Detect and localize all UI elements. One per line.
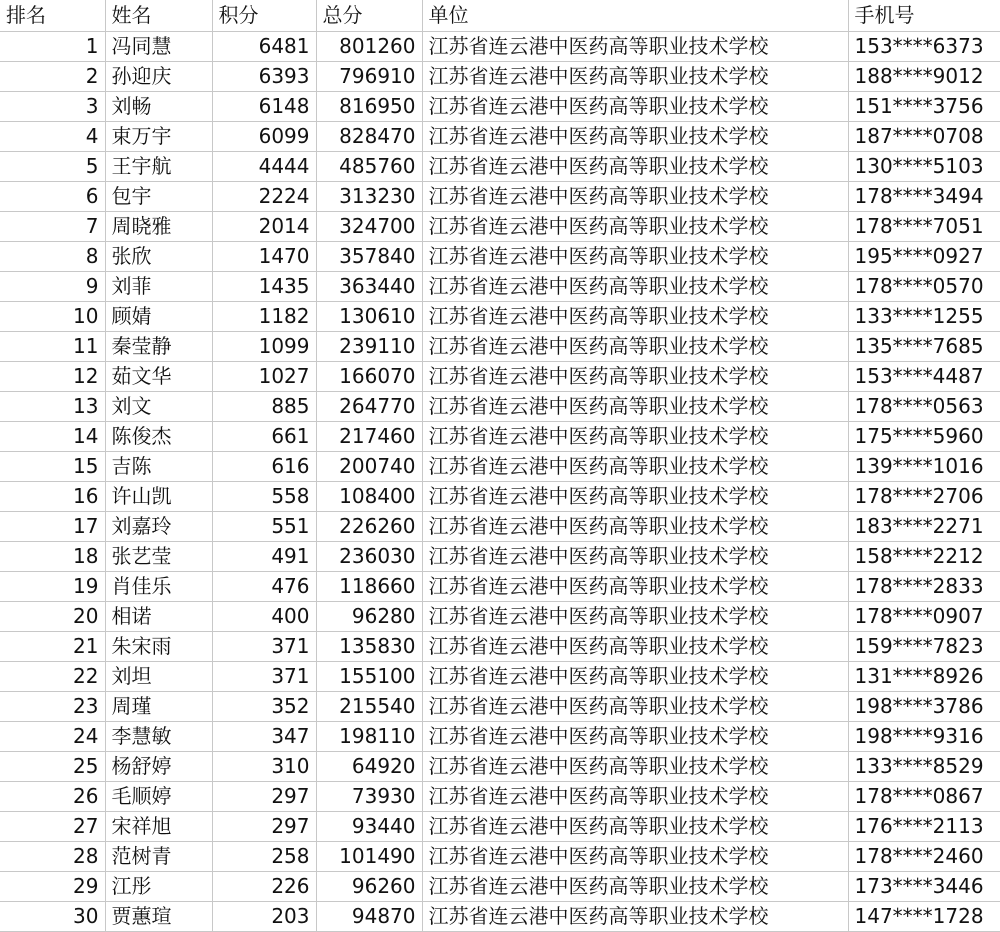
table-row (0, 782, 1000, 812)
cell-rank[interactable]: 12 (0, 362, 105, 392)
cell-phone[interactable]: 153****6373 (848, 32, 1000, 62)
cell-phone[interactable]: 175****5960 (848, 422, 1000, 452)
cell-name[interactable]: 宋祥旭 (105, 812, 212, 842)
cell-name[interactable]: 许山凯 (105, 482, 212, 512)
cell-phone[interactable]: 135****7685 (848, 332, 1000, 362)
table-row (0, 662, 1000, 692)
cell-rank[interactable]: 19 (0, 572, 105, 602)
cell-unit[interactable]: 江苏省连云港中医药高等职业技术学校 (422, 62, 848, 92)
cell-total[interactable]: 135830 (316, 632, 422, 662)
cell-name[interactable]: 秦莹静 (105, 332, 212, 362)
cell-unit[interactable]: 江苏省连云港中医药高等职业技术学校 (422, 602, 848, 632)
cell-unit[interactable]: 江苏省连云港中医药高等职业技术学校 (422, 872, 848, 902)
cell-total[interactable]: 801260 (316, 32, 422, 62)
cell-points[interactable]: 491 (212, 542, 316, 572)
header-rank[interactable]: 排名 (0, 0, 105, 32)
table-row (0, 272, 1000, 302)
cell-points[interactable]: 2224 (212, 182, 316, 212)
cell-rank[interactable]: 24 (0, 722, 105, 752)
header-row (0, 0, 1000, 32)
table-row (0, 332, 1000, 362)
cell-unit[interactable]: 江苏省连云港中医药高等职业技术学校 (422, 122, 848, 152)
cell-total[interactable]: 215540 (316, 692, 422, 722)
table-row (0, 692, 1000, 722)
cell-rank[interactable]: 11 (0, 332, 105, 362)
table-row (0, 122, 1000, 152)
cell-points[interactable]: 297 (212, 812, 316, 842)
cell-total[interactable]: 363440 (316, 272, 422, 302)
cell-total[interactable]: 96260 (316, 872, 422, 902)
cell-name[interactable]: 刘嘉玲 (105, 512, 212, 542)
cell-total[interactable]: 796910 (316, 62, 422, 92)
table-row (0, 752, 1000, 782)
cell-unit[interactable]: 江苏省连云港中医药高等职业技术学校 (422, 842, 848, 872)
cell-phone[interactable]: 195****0927 (848, 242, 1000, 272)
cell-name[interactable]: 贾蕙瑄 (105, 902, 212, 932)
cell-rank[interactable]: 2 (0, 62, 105, 92)
cell-unit[interactable]: 江苏省连云港中医药高等职业技术学校 (422, 482, 848, 512)
cell-unit[interactable]: 江苏省连云港中医药高等职业技术学校 (422, 332, 848, 362)
cell-rank[interactable]: 4 (0, 122, 105, 152)
cell-name[interactable]: 江彤 (105, 872, 212, 902)
table-row (0, 872, 1000, 902)
cell-phone[interactable]: 130****5103 (848, 152, 1000, 182)
cell-name[interactable]: 吉陈 (105, 452, 212, 482)
cell-points[interactable]: 347 (212, 722, 316, 752)
cell-phone[interactable]: 153****4487 (848, 362, 1000, 392)
cell-total[interactable]: 200740 (316, 452, 422, 482)
table-row (0, 32, 1000, 62)
cell-unit[interactable]: 江苏省连云港中医药高等职业技术学校 (422, 182, 848, 212)
cell-points[interactable]: 4444 (212, 152, 316, 182)
cell-phone[interactable]: 133****1255 (848, 302, 1000, 332)
cell-unit[interactable]: 江苏省连云港中医药高等职业技术学校 (422, 152, 848, 182)
cell-unit[interactable]: 江苏省连云港中医药高等职业技术学校 (422, 242, 848, 272)
cell-rank[interactable]: 18 (0, 542, 105, 572)
cell-points[interactable]: 352 (212, 692, 316, 722)
cell-name[interactable]: 王宇航 (105, 152, 212, 182)
cell-total[interactable]: 166070 (316, 362, 422, 392)
cell-unit[interactable]: 江苏省连云港中医药高等职业技术学校 (422, 662, 848, 692)
cell-name[interactable]: 刘菲 (105, 272, 212, 302)
cell-phone[interactable]: 176****2113 (848, 812, 1000, 842)
cell-total[interactable]: 155100 (316, 662, 422, 692)
cell-phone[interactable]: 147****1728 (848, 902, 1000, 932)
cell-phone[interactable]: 198****3786 (848, 692, 1000, 722)
table-row (0, 842, 1000, 872)
cell-points[interactable]: 310 (212, 752, 316, 782)
cell-unit[interactable]: 江苏省连云港中医药高等职业技术学校 (422, 722, 848, 752)
cell-total[interactable]: 198110 (316, 722, 422, 752)
cell-phone[interactable]: 178****0563 (848, 392, 1000, 422)
cell-total[interactable]: 264770 (316, 392, 422, 422)
cell-unit[interactable]: 江苏省连云港中医药高等职业技术学校 (422, 362, 848, 392)
table-row (0, 362, 1000, 392)
cell-name[interactable]: 陈俊杰 (105, 422, 212, 452)
cell-total[interactable]: 217460 (316, 422, 422, 452)
cell-unit[interactable]: 江苏省连云港中医药高等职业技术学校 (422, 272, 848, 302)
cell-total[interactable]: 118660 (316, 572, 422, 602)
cell-points[interactable]: 258 (212, 842, 316, 872)
cell-total[interactable]: 226260 (316, 512, 422, 542)
header-unit[interactable]: 单位 (422, 0, 848, 32)
cell-rank[interactable]: 29 (0, 872, 105, 902)
cell-rank[interactable]: 6 (0, 182, 105, 212)
cell-phone[interactable]: 187****0708 (848, 122, 1000, 152)
cell-phone[interactable]: 183****2271 (848, 512, 1000, 542)
cell-rank[interactable]: 17 (0, 512, 105, 542)
table-row (0, 92, 1000, 122)
cell-rank[interactable]: 20 (0, 602, 105, 632)
cell-phone[interactable]: 178****0907 (848, 602, 1000, 632)
table-row (0, 212, 1000, 242)
cell-name[interactable]: 李慧敏 (105, 722, 212, 752)
cell-points[interactable]: 558 (212, 482, 316, 512)
cell-total[interactable]: 485760 (316, 152, 422, 182)
cell-name[interactable]: 冯同慧 (105, 32, 212, 62)
cell-total[interactable]: 96280 (316, 602, 422, 632)
cell-points[interactable]: 1182 (212, 302, 316, 332)
cell-unit[interactable]: 江苏省连云港中医药高等职业技术学校 (422, 512, 848, 542)
cell-points[interactable]: 661 (212, 422, 316, 452)
cell-unit[interactable]: 江苏省连云港中医药高等职业技术学校 (422, 32, 848, 62)
cell-unit[interactable]: 江苏省连云港中医药高等职业技术学校 (422, 542, 848, 572)
cell-name[interactable]: 顾婧 (105, 302, 212, 332)
cell-total[interactable]: 357840 (316, 242, 422, 272)
cell-phone[interactable]: 131****8926 (848, 662, 1000, 692)
cell-rank[interactable]: 28 (0, 842, 105, 872)
cell-points[interactable]: 1099 (212, 332, 316, 362)
cell-unit[interactable]: 江苏省连云港中医药高等职业技术学校 (422, 422, 848, 452)
cell-points[interactable]: 297 (212, 782, 316, 812)
cell-unit[interactable]: 江苏省连云港中医药高等职业技术学校 (422, 92, 848, 122)
cell-rank[interactable]: 3 (0, 92, 105, 122)
cell-name[interactable]: 包宇 (105, 182, 212, 212)
cell-points[interactable]: 1470 (212, 242, 316, 272)
cell-phone[interactable]: 178****2833 (848, 572, 1000, 602)
cell-unit[interactable]: 江苏省连云港中医药高等职业技术学校 (422, 572, 848, 602)
cell-unit[interactable]: 江苏省连云港中医药高等职业技术学校 (422, 632, 848, 662)
cell-total[interactable]: 101490 (316, 842, 422, 872)
table-body (0, 32, 1000, 932)
cell-points[interactable]: 616 (212, 452, 316, 482)
cell-total[interactable]: 73930 (316, 782, 422, 812)
cell-phone[interactable]: 178****0867 (848, 782, 1000, 812)
cell-name[interactable]: 周瑾 (105, 692, 212, 722)
cell-points[interactable]: 371 (212, 662, 316, 692)
cell-name[interactable]: 刘文 (105, 392, 212, 422)
cell-total[interactable]: 828470 (316, 122, 422, 152)
header-phone[interactable]: 手机号 (848, 0, 1000, 32)
cell-unit[interactable]: 江苏省连云港中医药高等职业技术学校 (422, 212, 848, 242)
cell-total[interactable]: 94870 (316, 902, 422, 932)
cell-name[interactable]: 毛顺婷 (105, 782, 212, 812)
cell-points[interactable]: 6481 (212, 32, 316, 62)
cell-total[interactable]: 108400 (316, 482, 422, 512)
table-row (0, 722, 1000, 752)
cell-rank[interactable]: 8 (0, 242, 105, 272)
cell-name[interactable]: 肖佳乐 (105, 572, 212, 602)
cell-phone[interactable]: 198****9316 (848, 722, 1000, 752)
table-row (0, 182, 1000, 212)
cell-total[interactable]: 130610 (316, 302, 422, 332)
cell-unit[interactable]: 江苏省连云港中医药高等职业技术学校 (422, 452, 848, 482)
cell-unit[interactable]: 江苏省连云港中医药高等职业技术学校 (422, 752, 848, 782)
table-row (0, 632, 1000, 662)
cell-rank[interactable]: 27 (0, 812, 105, 842)
cell-rank[interactable]: 10 (0, 302, 105, 332)
cell-phone[interactable]: 158****2212 (848, 542, 1000, 572)
cell-rank[interactable]: 30 (0, 902, 105, 932)
cell-rank[interactable]: 23 (0, 692, 105, 722)
cell-points[interactable]: 400 (212, 602, 316, 632)
cell-points[interactable]: 2014 (212, 212, 316, 242)
cell-points[interactable]: 6099 (212, 122, 316, 152)
cell-total[interactable]: 236030 (316, 542, 422, 572)
cell-phone[interactable]: 133****8529 (848, 752, 1000, 782)
cell-total[interactable]: 64920 (316, 752, 422, 782)
cell-rank[interactable]: 9 (0, 272, 105, 302)
table-row (0, 452, 1000, 482)
cell-unit[interactable]: 江苏省连云港中医药高等职业技术学校 (422, 902, 848, 932)
table-row (0, 152, 1000, 182)
cell-unit[interactable]: 江苏省连云港中医药高等职业技术学校 (422, 782, 848, 812)
table-row (0, 422, 1000, 452)
cell-points[interactable]: 6393 (212, 62, 316, 92)
cell-rank[interactable]: 5 (0, 152, 105, 182)
cell-rank[interactable]: 7 (0, 212, 105, 242)
cell-points[interactable]: 226 (212, 872, 316, 902)
cell-points[interactable]: 476 (212, 572, 316, 602)
cell-unit[interactable]: 江苏省连云港中医药高等职业技术学校 (422, 812, 848, 842)
cell-name[interactable]: 束万宇 (105, 122, 212, 152)
cell-total[interactable]: 239110 (316, 332, 422, 362)
cell-unit[interactable]: 江苏省连云港中医药高等职业技术学校 (422, 392, 848, 422)
cell-points[interactable]: 203 (212, 902, 316, 932)
cell-points[interactable]: 371 (212, 632, 316, 662)
cell-name[interactable]: 刘坦 (105, 662, 212, 692)
cell-rank[interactable]: 21 (0, 632, 105, 662)
cell-points[interactable]: 1435 (212, 272, 316, 302)
cell-name[interactable]: 范树青 (105, 842, 212, 872)
cell-phone[interactable]: 139****1016 (848, 452, 1000, 482)
cell-points[interactable]: 6148 (212, 92, 316, 122)
cell-name[interactable]: 张欣 (105, 242, 212, 272)
header-name[interactable]: 姓名 (105, 0, 212, 32)
cell-name[interactable]: 相诺 (105, 602, 212, 632)
header-total[interactable]: 总分 (316, 0, 422, 32)
cell-phone[interactable]: 188****9012 (848, 62, 1000, 92)
cell-phone[interactable]: 173****3446 (848, 872, 1000, 902)
cell-points[interactable]: 1027 (212, 362, 316, 392)
cell-phone[interactable]: 151****3756 (848, 92, 1000, 122)
cell-rank[interactable]: 1 (0, 32, 105, 62)
cell-name[interactable]: 杨舒婷 (105, 752, 212, 782)
cell-phone[interactable]: 159****7823 (848, 632, 1000, 662)
cell-rank[interactable]: 16 (0, 482, 105, 512)
cell-total[interactable]: 313230 (316, 182, 422, 212)
cell-total[interactable]: 324700 (316, 212, 422, 242)
cell-unit[interactable]: 江苏省连云港中医药高等职业技术学校 (422, 692, 848, 722)
cell-points[interactable]: 551 (212, 512, 316, 542)
cell-name[interactable]: 茹文华 (105, 362, 212, 392)
cell-total[interactable]: 93440 (316, 812, 422, 842)
table-row (0, 902, 1000, 932)
table-row (0, 572, 1000, 602)
table-row (0, 602, 1000, 632)
cell-name[interactable]: 孙迎庆 (105, 62, 212, 92)
cell-name[interactable]: 朱宋雨 (105, 632, 212, 662)
cell-phone[interactable]: 178****7051 (848, 212, 1000, 242)
table-row (0, 482, 1000, 512)
table-row (0, 812, 1000, 842)
cell-name[interactable]: 刘畅 (105, 92, 212, 122)
cell-phone[interactable]: 178****2706 (848, 482, 1000, 512)
cell-rank[interactable]: 22 (0, 662, 105, 692)
cell-rank[interactable]: 25 (0, 752, 105, 782)
cell-phone[interactable]: 178****3494 (848, 182, 1000, 212)
cell-rank[interactable]: 15 (0, 452, 105, 482)
header-points[interactable]: 积分 (212, 0, 316, 32)
cell-phone[interactable]: 178****2460 (848, 842, 1000, 872)
cell-rank[interactable]: 13 (0, 392, 105, 422)
cell-name[interactable]: 张艺莹 (105, 542, 212, 572)
table-row (0, 512, 1000, 542)
cell-points[interactable]: 885 (212, 392, 316, 422)
cell-name[interactable]: 周晓雅 (105, 212, 212, 242)
table-row (0, 242, 1000, 272)
cell-unit[interactable]: 江苏省连云港中医药高等职业技术学校 (422, 302, 848, 332)
cell-total[interactable]: 816950 (316, 92, 422, 122)
table-row (0, 542, 1000, 572)
cell-rank[interactable]: 26 (0, 782, 105, 812)
cell-rank[interactable]: 14 (0, 422, 105, 452)
cell-phone[interactable]: 178****0570 (848, 272, 1000, 302)
table-row (0, 392, 1000, 422)
table-row (0, 62, 1000, 92)
table-row (0, 302, 1000, 332)
